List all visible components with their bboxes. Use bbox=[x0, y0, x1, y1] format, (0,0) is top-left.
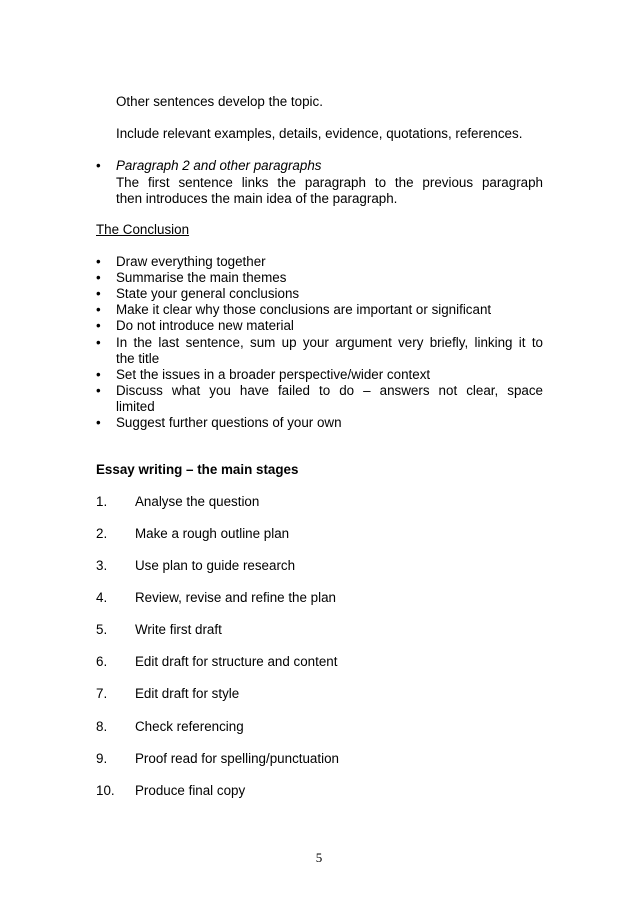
conclusion-bullet: • bbox=[96, 318, 101, 333]
conclusion-item: Suggest further questions of your own bbox=[116, 415, 342, 430]
stage-text: Write first draft bbox=[135, 622, 222, 637]
intro-line-1: Other sentences develop the topic. bbox=[116, 94, 323, 109]
stages-heading: Essay writing – the main stages bbox=[96, 462, 299, 477]
paragraph2-line-2: then introduces the main idea of the paragraph. bbox=[116, 191, 398, 206]
stage-number: 4. bbox=[96, 590, 108, 605]
conclusion-item-continued: the title bbox=[116, 351, 160, 366]
stage-number: 7. bbox=[96, 686, 108, 701]
conclusion-item: In the last sentence, sum up your argument very briefly, linking it to bbox=[116, 335, 543, 350]
stage-text: Use plan to guide research bbox=[135, 558, 296, 573]
stage-number: 1. bbox=[96, 494, 108, 509]
stage-text: Proof read for spelling/punctuation bbox=[135, 751, 339, 766]
paragraph2-line-1: The first sentence links the paragraph to the previous paragraph bbox=[116, 175, 543, 190]
stage-text: Edit draft for structure and content bbox=[135, 654, 338, 669]
conclusion-heading: The Conclusion bbox=[96, 222, 190, 237]
stage-number: 10. bbox=[96, 783, 115, 798]
stage-number: 9. bbox=[96, 751, 108, 766]
stage-text: Edit draft for style bbox=[135, 686, 240, 701]
stage-text: Analyse the question bbox=[135, 494, 260, 509]
stage-text: Review, revise and refine the plan bbox=[135, 590, 336, 605]
stage-number: 6. bbox=[96, 654, 108, 669]
conclusion-bullet: • bbox=[96, 367, 101, 382]
conclusion-bullet: • bbox=[96, 335, 101, 350]
conclusion-bullet: • bbox=[96, 383, 101, 398]
stage-number: 8. bbox=[96, 719, 108, 734]
conclusion-item: Draw everything together bbox=[116, 254, 266, 269]
conclusion-item: Set the issues in a broader perspective/wider context bbox=[116, 367, 431, 382]
conclusion-item: Discuss what you have failed to do – answers not clear, space bbox=[116, 383, 543, 398]
conclusion-bullet: • bbox=[96, 270, 101, 285]
conclusion-item-continued: limited bbox=[116, 399, 155, 414]
stage-text: Produce final copy bbox=[135, 783, 246, 798]
stage-number: 3. bbox=[96, 558, 108, 573]
paragraph2-title: Paragraph 2 and other paragraphs bbox=[116, 158, 322, 173]
bullet-paragraph2: • bbox=[96, 158, 101, 173]
intro-line-2: Include relevant examples, details, evidence, quotations, references. bbox=[116, 126, 523, 141]
stage-text: Check referencing bbox=[135, 719, 244, 734]
conclusion-item: Make it clear why those conclusions are important or significant bbox=[116, 302, 492, 317]
conclusion-bullet: • bbox=[96, 254, 101, 269]
conclusion-item: Summarise the main themes bbox=[116, 270, 287, 285]
stage-text: Make a rough outline plan bbox=[135, 526, 290, 541]
conclusion-bullet: • bbox=[96, 302, 101, 317]
conclusion-bullet: • bbox=[96, 286, 101, 301]
conclusion-item: State your general conclusions bbox=[116, 286, 300, 301]
page-number: 5 bbox=[315, 850, 323, 865]
conclusion-item: Do not introduce new material bbox=[116, 318, 294, 333]
stage-number: 2. bbox=[96, 526, 108, 541]
stage-number: 5. bbox=[96, 622, 108, 637]
conclusion-bullet: • bbox=[96, 415, 101, 430]
